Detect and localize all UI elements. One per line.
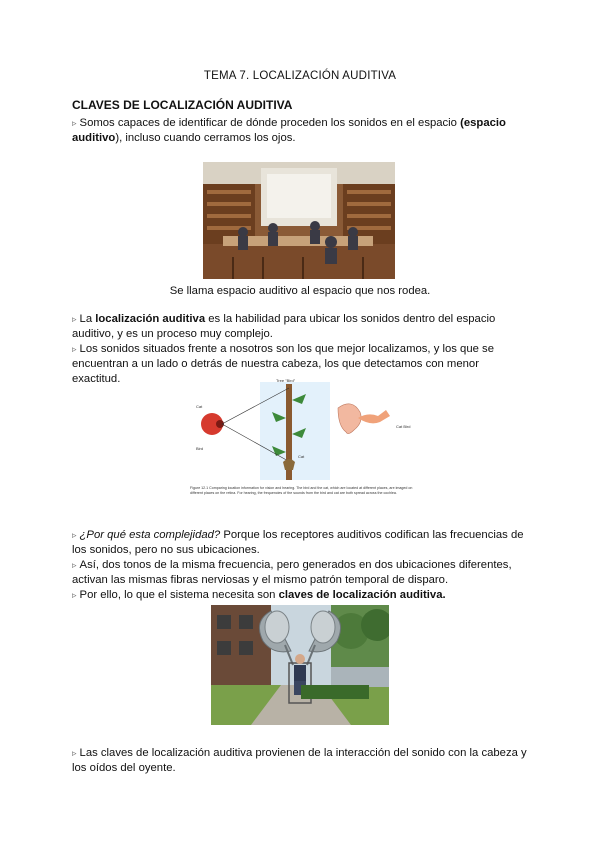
paragraph-1 [72, 116, 528, 146]
figure-1-caption: Se llama espacio auditivo al espacio que nos rodea. [169, 285, 431, 297]
p1-text-c: ), incluso cuando cerramos los ojos. [115, 132, 296, 144]
page-title: TEMA 7. LOCALIZACIÓN AUDITIVA [203, 70, 397, 82]
figure-2-caption: Figure 12.1 Comparing location information for vision and hearing. The bird and the cat, which are located at different places, are imaged on different places on the retina. For hearing, the frequencies of the sounds from the bird and cat are both spread across the cochlea. [190, 486, 413, 495]
vision-hearing-figure [190, 378, 415, 512]
paragraph-7 [72, 746, 528, 776]
bullet-icon: ▹ [72, 590, 77, 600]
fig2-label-tree-top: Tree "Bird" [276, 378, 296, 383]
p4-question: ¿Por qué esta complejidad? [79, 529, 221, 541]
bullet-icon: ▹ [72, 118, 77, 128]
fig2-label-left-bottom: Bird [196, 446, 204, 451]
p2-text-c: es la habilidad para ubicar los sonidos dentro del espacio auditivo, y es un proceso muy complejo. [72, 313, 496, 340]
p1-text-bold: (espacio auditivo [72, 117, 506, 144]
p7-text: Las claves de localización auditiva provienen de la interacción del sonido con la cabeza y los oídos del oyente. [72, 747, 527, 774]
paragraph-4 [72, 528, 528, 558]
fig2-label-tree-bottom: Cat [298, 454, 305, 459]
bullet-icon: ▹ [72, 748, 77, 758]
library-photo [203, 162, 395, 279]
bullet-icon: ▹ [72, 344, 77, 354]
paragraph-5 [72, 558, 528, 588]
bullet-icon: ▹ [72, 314, 77, 324]
section-heading: CLAVES DE LOCALIZACIÓN AUDITIVA [72, 98, 293, 112]
p4-text: Porque los receptores auditivos codifican las frecuencias de los sonidos, pero no sus ubicaciones. [72, 529, 524, 556]
acoustic-horns-photo [211, 605, 389, 725]
bullet-icon: ▹ [72, 560, 77, 570]
paragraph-2 [72, 312, 528, 342]
p1-text-a: Somos capaces de identificar de dónde proceden los sonidos en el espacio [79, 117, 461, 129]
p6-text-bold: claves de localización auditiva. [278, 589, 446, 601]
bullet-icon: ▹ [72, 530, 77, 540]
p2-text-a: La [79, 313, 96, 325]
fig2-label-left-top: Cat [196, 404, 203, 409]
p6-text: Por ello, lo que el sistema necesita son [79, 589, 279, 601]
p3-text: Los sonidos situados frente a nosotros son los que mejor localizamos, y los que se encuentran a un lado o detrás de nuestra cabeza, los que detectamos con menor exactitud. [72, 343, 494, 385]
p2-text-bold: localización auditiva [95, 313, 206, 325]
p5-text: Así, dos tonos de la misma frecuencia, pero generados en dos ubicaciones diferentes, activan las mismas fibras nerviosas y el mismo patrón temporal de disparo. [72, 559, 512, 586]
paragraph-6 [72, 588, 528, 603]
fig2-label-ear: Cat Bird [396, 424, 411, 429]
